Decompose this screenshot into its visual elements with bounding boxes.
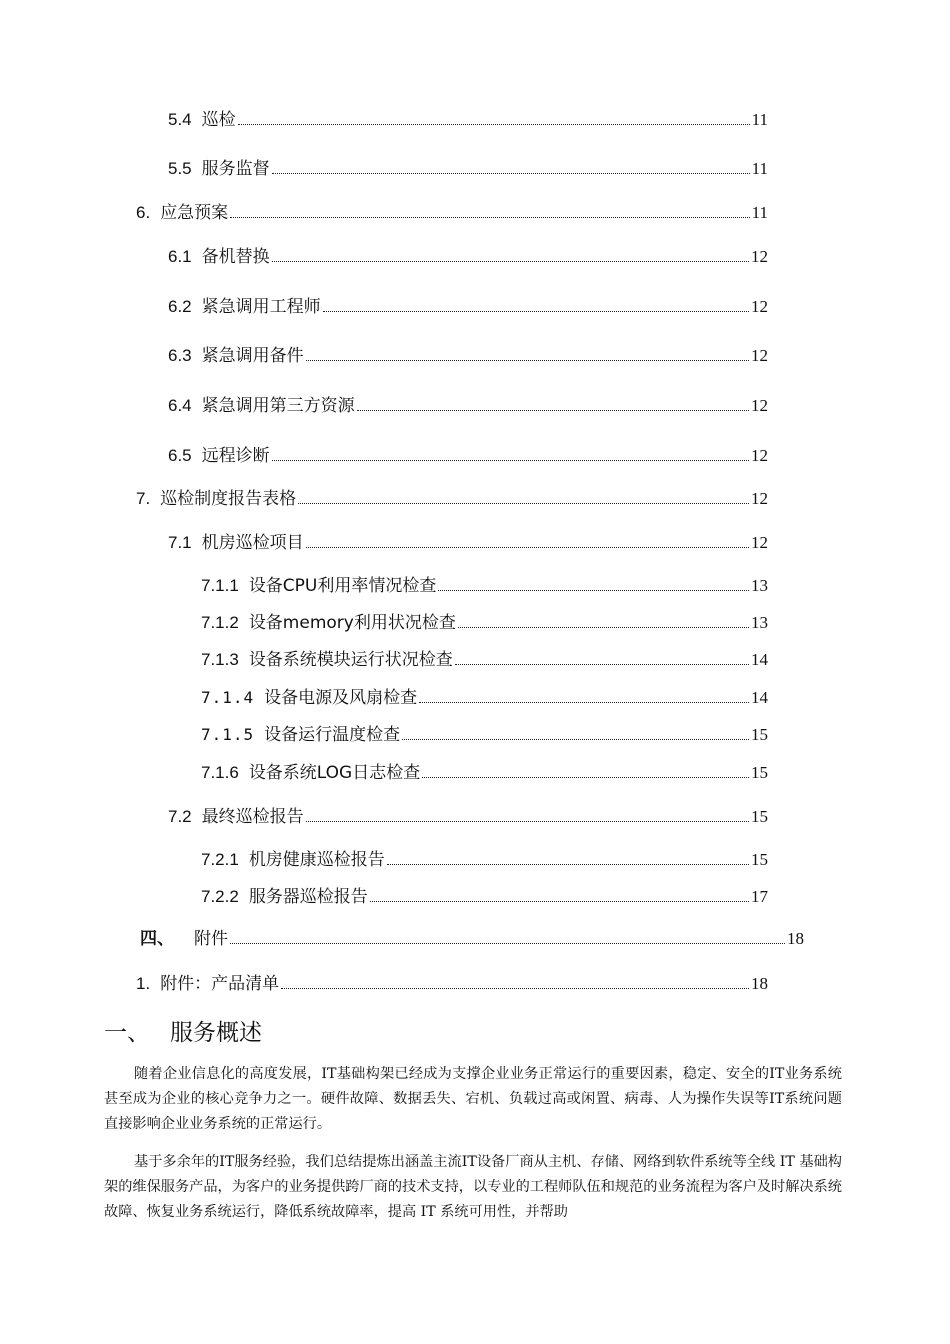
toc-page-number: 17 (751, 887, 768, 906)
toc-entry[interactable] (168, 530, 768, 556)
toc-entry[interactable] (168, 156, 768, 182)
toc-entry[interactable] (136, 486, 768, 512)
toc-entry[interactable] (168, 244, 768, 270)
toc-page-number: 18 (751, 974, 768, 993)
toc-leader (438, 589, 749, 591)
toc-page-number: 18 (787, 929, 804, 948)
toc-number: 5.5 (168, 159, 192, 178)
toc-title: 机房巡检项目 (201, 533, 304, 553)
toc-title: 设备CPU利用率情况检查 (248, 576, 437, 596)
toc-leader (455, 663, 749, 665)
toc-page-number: 12 (751, 247, 768, 266)
toc-number: 7.1.6 (201, 763, 239, 782)
toc-leader (402, 738, 749, 740)
toc-entry[interactable] (201, 685, 768, 711)
toc-page-number: 11 (751, 110, 768, 129)
toc-page-number: 14 (751, 650, 768, 669)
toc-title: 机房健康巡检报告 (248, 850, 385, 870)
toc-title: 服务监督 (201, 159, 270, 179)
toc-title: 附件：产品清单 (160, 974, 280, 994)
toc-leader (419, 701, 749, 703)
toc-leader (387, 863, 749, 865)
toc-number: 7.1.2 (201, 613, 239, 632)
toc-page-number: 12 (751, 446, 768, 465)
toc-title: 设备电源及风扇检查 (264, 688, 418, 708)
toc-number: 6.1 (168, 247, 192, 266)
toc-number: 7.1.1 (201, 576, 239, 595)
toc-page-number: 12 (751, 489, 768, 508)
toc-page-number: 11 (751, 203, 768, 222)
toc-entry[interactable] (136, 200, 768, 226)
toc-number: 1. (136, 974, 151, 993)
toc-title: 备机替换 (201, 247, 270, 267)
toc-title: 服务器巡检报告 (248, 887, 368, 907)
toc-page-number: 14 (751, 688, 768, 707)
toc-title: 巡检 (201, 110, 236, 130)
toc-title: 紧急调用工程师 (201, 297, 321, 317)
toc-number: 7.1.4 (201, 688, 255, 707)
toc-title: 巡检制度报告表格 (160, 489, 297, 509)
toc-page-number: 12 (751, 396, 768, 415)
toc-number: 6.4 (168, 396, 192, 415)
toc-page-number: 15 (751, 807, 768, 826)
toc-number: 四、 (140, 929, 174, 949)
toc-page-number: 12 (751, 533, 768, 552)
section-title: 服务概述 (170, 1020, 262, 1046)
toc-entry[interactable] (168, 804, 768, 830)
toc-number: 7.1.5 (201, 725, 255, 744)
toc-entry[interactable] (136, 971, 768, 997)
toc-title: 设备memory利用状况检查 (248, 613, 456, 633)
toc-leader (357, 409, 749, 411)
toc-entry[interactable] (168, 343, 768, 369)
toc-number: 6.3 (168, 346, 192, 365)
toc-leader (238, 123, 750, 125)
toc-number: 7.2.2 (201, 887, 239, 906)
section-number: 一、 (104, 1020, 150, 1046)
toc-leader (370, 900, 749, 902)
toc-entry[interactable] (201, 884, 768, 910)
toc-entry[interactable] (201, 573, 768, 599)
toc-title: 紧急调用备件 (201, 346, 304, 366)
toc-entry[interactable] (201, 722, 768, 748)
toc-leader (281, 987, 749, 989)
body-paragraph: 随着企业信息化的高度发展，IT基础构架已经成为支撑企业业务正常运行的重要因素，稳定、安全的IT业务系统甚至成为企业的核心竞争力之一。硬件故障、数据丢失、宕机、负载过高或闲置、病毒、人为操作失误等IT系统问题直接影响企业业务系统的正常运行。 (104, 1066, 842, 1132)
toc-entry[interactable] (201, 647, 768, 673)
toc-number: 6. (136, 203, 151, 222)
toc-entry[interactable] (201, 760, 768, 786)
toc-title: 设备运行温度检查 (264, 725, 401, 745)
toc-page-number: 15 (751, 725, 768, 744)
toc-number: 6.2 (168, 297, 192, 316)
toc-page-number: 13 (751, 613, 768, 632)
toc-leader (306, 820, 749, 822)
toc-number: 7.2.1 (201, 850, 239, 869)
toc-leader (272, 260, 749, 262)
toc-leader (230, 942, 785, 944)
toc-page-number: 11 (751, 159, 768, 178)
toc-leader (272, 459, 749, 461)
toc-entry[interactable] (201, 610, 768, 636)
toc-leader (306, 359, 749, 361)
toc-title: 远程诊断 (201, 446, 270, 466)
toc-entry[interactable] (140, 926, 804, 952)
toc-page-number: 12 (751, 346, 768, 365)
toc-leader (306, 546, 749, 548)
toc-title: 设备系统LOG日志检查 (248, 763, 421, 783)
toc-title: 应急预案 (160, 203, 229, 223)
toc-title: 最终巡检报告 (201, 807, 304, 827)
toc-entry[interactable] (168, 107, 768, 133)
toc-number: 7. (136, 489, 151, 508)
toc-number: 7.1.3 (201, 650, 239, 669)
toc-page-number: 15 (751, 850, 768, 869)
toc-entry[interactable] (168, 393, 768, 419)
toc-page-number: 15 (751, 763, 768, 782)
toc-leader (323, 310, 749, 312)
toc-leader (272, 172, 750, 174)
toc-leader (298, 502, 749, 504)
toc-leader (458, 626, 749, 628)
toc-entry[interactable] (201, 847, 768, 873)
toc-title: 紧急调用第三方资源 (201, 396, 355, 416)
toc-title: 设备系统模块运行状况检查 (248, 650, 453, 670)
toc-page-number: 13 (751, 576, 768, 595)
toc-number: 6.5 (168, 446, 192, 465)
toc-number: 5.4 (168, 110, 192, 129)
toc-leader (230, 216, 749, 218)
section-heading (104, 1014, 262, 1047)
body-paragraph: 基于多余年的IT服务经验，我们总结提炼出涵盖主流IT设备厂商从主机、存储、网络到软件系统等全线 IT 基础构架的维保服务产品，为客户的业务提供跨厂商的技术支持，以专业的工程师队伍和规范的业务流程为客户及时解决系统故障、恢复业务系统运行，降低系统故障率，提高 IT 系统可用性，并帮助 (104, 1154, 842, 1220)
toc-title: 附件 (194, 929, 228, 949)
toc-number: 7.2 (168, 807, 192, 826)
toc-page-number: 12 (751, 297, 768, 316)
toc-entry[interactable] (168, 294, 768, 320)
toc-number: 7.1 (168, 533, 192, 552)
toc-leader (422, 776, 749, 778)
toc-entry[interactable] (168, 443, 768, 469)
